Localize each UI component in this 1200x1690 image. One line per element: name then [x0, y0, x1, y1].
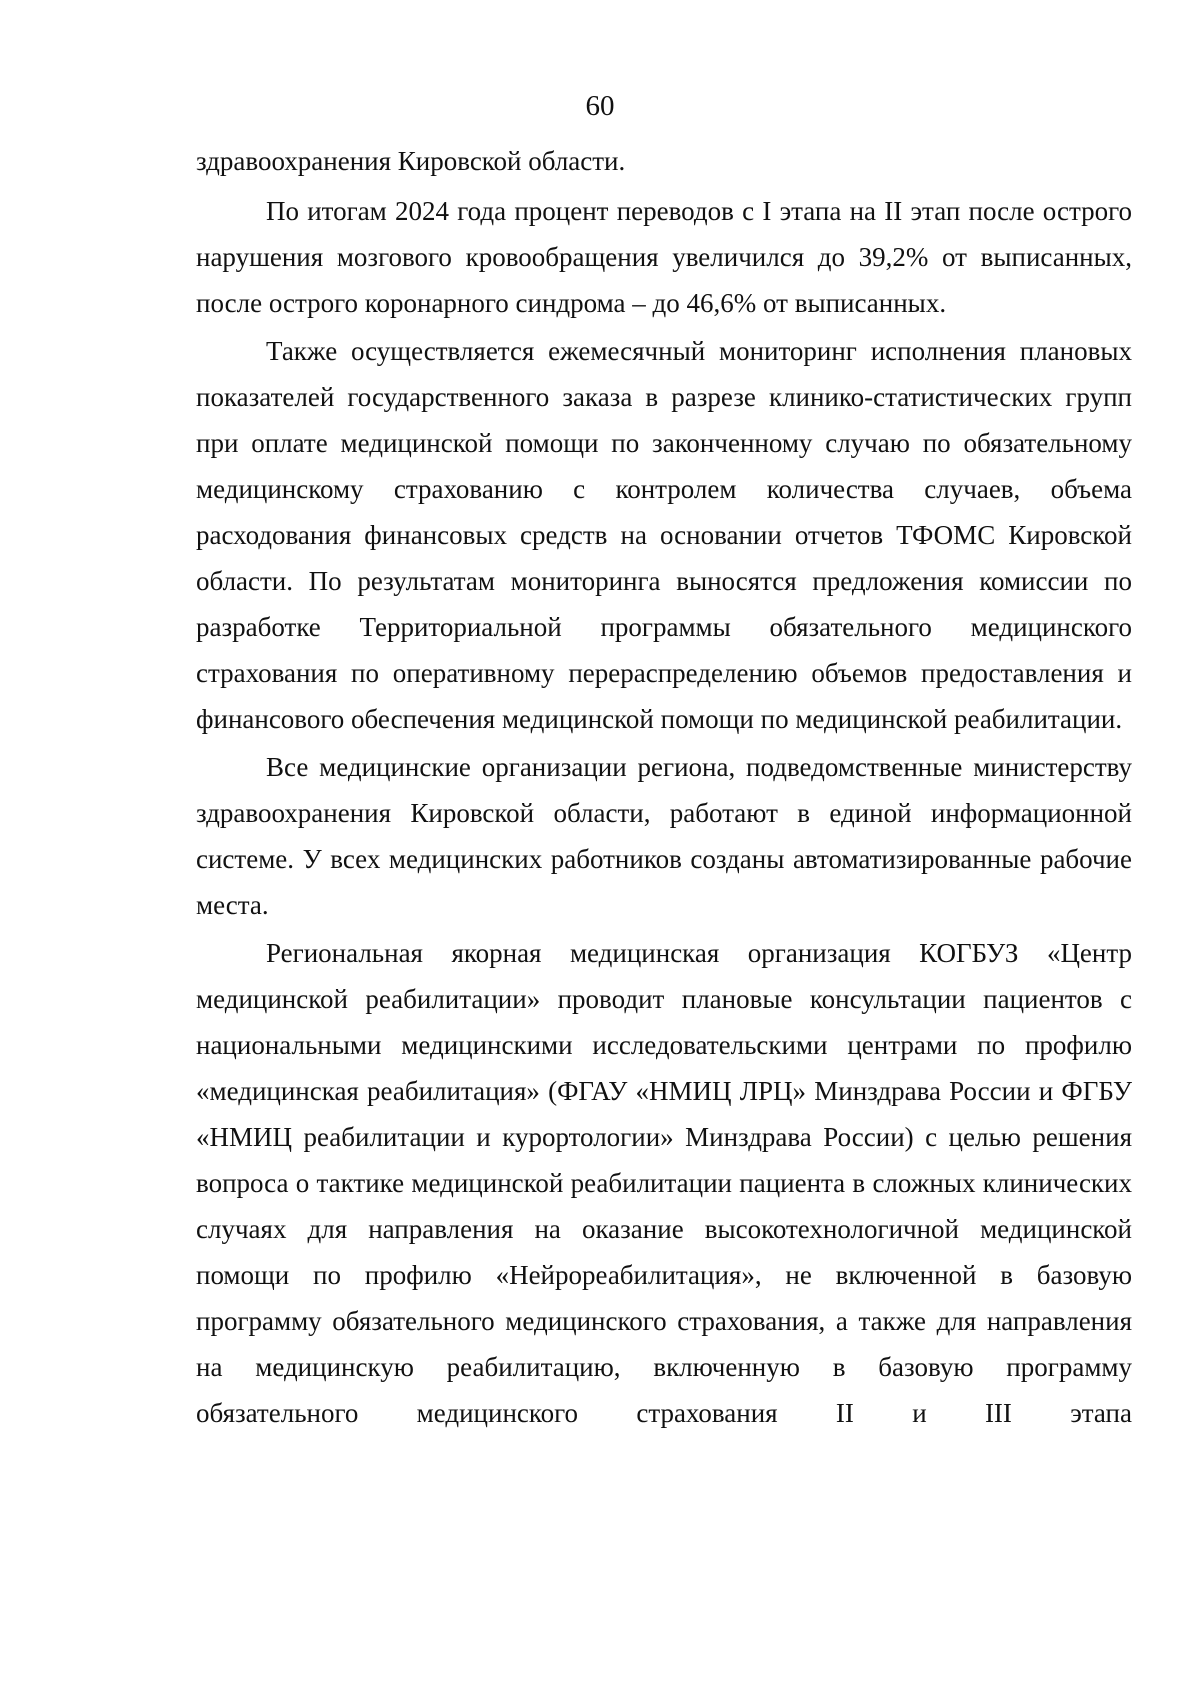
paragraph-transfer-rates: По итогам 2024 года процент переводов с I этапа на II этап после острого нарушения мозгового кровообращения увеличился до 39,2% от выписанных, после острого коронарного синдрома – до 46,6% от выписанных. — [196, 196, 1132, 318]
paragraph-information-system: Все медицинские организации региона, подведомственные министерству здравоохранения Кировской области, работают в единой информационной системе. У всех медицинских работников созданы автоматизированные рабочие места. — [196, 752, 1132, 920]
document-body — [196, 138, 1132, 1436]
paragraph-monitoring: Также осуществляется ежемесячный мониторинг исполнения плановых показателей государственного заказа в разрезе клинико-статистических групп при оплате медицинской помощи по законченному случаю по обязательному медицинскому страхованию с контролем количества случаев, объема расходования финансовых средств на основании отчетов ТФОМС Кировской области. По результатам мониторинга выносятся предложения комиссии по разработке Территориальной программы обязательного медицинского страхования по оперативному перераспределению объемов предоставления и финансового обеспечения медицинской помощи по медицинской реабилитации. — [196, 336, 1132, 734]
page-number: 60 — [585, 90, 615, 122]
paragraph-continuation: здравоохранения Кировской области. — [196, 146, 626, 176]
paragraph-anchor-organization: Региональная якорная медицинская организация КОГБУЗ «Центр медицинской реабилитации» проводит плановые консультации пациентов с национальными медицинскими исследовательскими центрами по профилю «медицинская реабилитация» (ФГАУ «НМИЦ ЛРЦ» Минздрава России и ФГБУ «НМИЦ реабилитации и курортологии» Минздрава России) с целью решения вопроса о тактике медицинской реабилитации пациента в сложных клинических случаях для направления на оказание высокотехнологичной медицинской помощи по профилю «Нейрореабилитация», не включенной в базовую программу обязательного медицинского страхования, а также для направления на медицинскую реабилитацию, включенную в базовую программу обязательного медицинского страхования II и III этапа — [196, 938, 1132, 1428]
